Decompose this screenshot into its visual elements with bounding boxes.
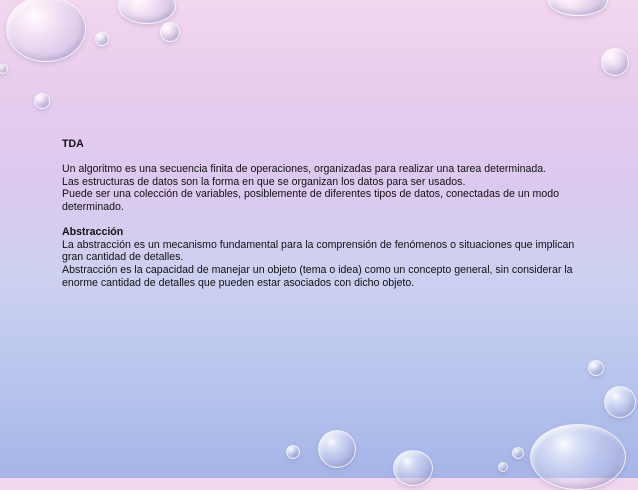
bubble-decoration [286, 445, 300, 459]
spacer [62, 214, 582, 227]
bubble-decoration [498, 462, 508, 472]
bubble-decoration [160, 22, 180, 42]
intro-line: Las estructuras de datos son la forma en que se organizan los datos para ser usados. [62, 175, 466, 188]
bubble-decoration [34, 93, 50, 109]
bubble-decoration [604, 386, 636, 418]
bubble-decoration [118, 0, 176, 24]
slide-content [62, 138, 582, 289]
bubble-decoration [0, 64, 8, 74]
intro-line: Un algoritmo es una secuencia finita de operaciones, organizadas para realizar una tarea determinada. [62, 163, 547, 176]
section-heading: Abstracción [62, 226, 124, 239]
bubble-decoration [548, 0, 608, 16]
section-line: Abstracción es la capacidad de manejar un objeto (tema o idea) como un concepto general, sin considerar la enorme cantidad de detalles que pueden estar asociados con dicho objeto. [62, 263, 573, 289]
bubble-decoration [6, 0, 86, 62]
bubble-decoration [393, 450, 433, 486]
bubble-decoration [95, 32, 109, 46]
bubble-decoration [601, 48, 629, 76]
bubble-decoration [530, 424, 626, 490]
spacer [62, 151, 582, 164]
bubble-decoration [318, 430, 356, 468]
bubble-decoration [512, 447, 524, 459]
bubble-decoration [588, 360, 604, 376]
intro-line: Puede ser una colección de variables, posiblemente de diferentes tipos de datos, conectadas de un modo determinado. [62, 188, 560, 213]
slide-title: TDA [62, 138, 84, 150]
section-line: La abstracción es un mecanismo fundamental para la comprensión de fenómenos o situaciones que implican gran cantidad de detalles. [62, 238, 575, 264]
